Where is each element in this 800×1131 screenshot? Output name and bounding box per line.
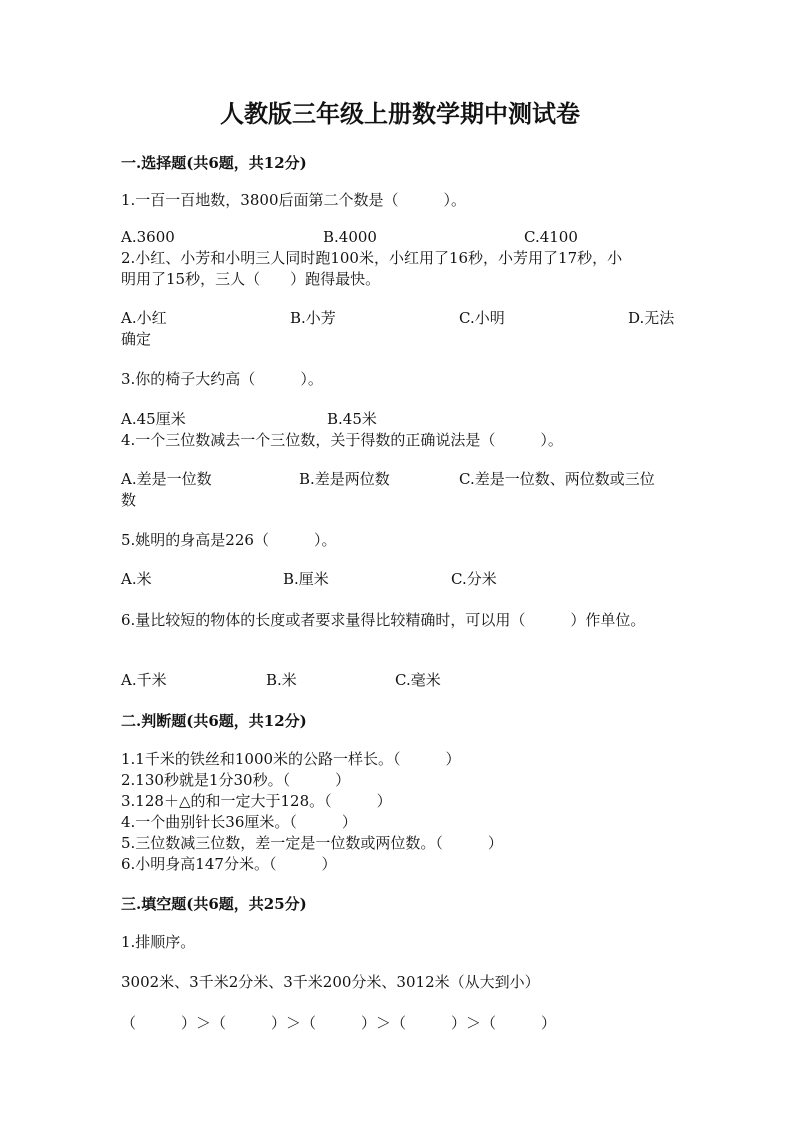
fill-question-1-answer-line: （ ）＞（ ）＞（ ）＞（ ）＞（ ）	[121, 1014, 557, 1032]
judgement-item-1: 1.1千米的铁丝和1000米的公路一样长。（ ）	[121, 750, 461, 768]
page-title: 人教版三年级上册数学期中测试卷	[220, 99, 580, 128]
question-2-stem-line1: 2.小红、小芳和小明三人同时跑100米，小红用了16秒，小芳用了17秒，小	[121, 249, 623, 267]
judgement-item-6: 6.小明身高147分米。（ ）	[121, 855, 337, 873]
question-2-option-a: A.小红	[121, 309, 167, 327]
question-5-option-c: C.分米	[451, 570, 497, 588]
section-heading-fill-blank: 三.填空题(共6题，共25分)	[121, 895, 307, 913]
question-2-option-b: B.小芳	[290, 309, 336, 327]
question-1-option-a: A.3600	[121, 228, 175, 246]
judgement-item-5: 5.三位数减三位数，差一定是一位数或两位数。（ ）	[121, 834, 503, 852]
question-1-option-c: C.4100	[524, 228, 578, 246]
section-heading-judgement: 二.判断题(共6题，共12分)	[121, 712, 307, 730]
question-1-stem: 1.一百一百地数，3800后面第二个数是（ ）。	[121, 191, 466, 209]
question-2-stem-line2: 明用了15秒，三人（ ）跑得最快。	[121, 270, 381, 288]
question-3-option-a: A.45厘米	[121, 410, 186, 428]
judgement-item-4: 4.一个曲别针长36厘米。（ ）	[121, 813, 357, 831]
question-3-stem: 3.你的椅子大约高（ ）。	[121, 370, 323, 388]
question-4-option-c-line1: C.差是一位数、两位数或三位	[459, 470, 655, 488]
question-4-option-b: B.差是两位数	[299, 470, 390, 488]
question-5-stem: 5.姚明的身高是226（ ）。	[121, 531, 337, 549]
question-2-option-d-line2: 确定	[121, 330, 152, 348]
question-6-option-a: A.千米	[121, 671, 167, 689]
judgement-item-3: 3.128＋△的和一定大于128。（ ）	[121, 792, 392, 810]
question-2-option-c: C.小明	[459, 309, 505, 327]
question-6-option-c: C.毫米	[395, 671, 441, 689]
question-2-option-d-line1: D.无法	[628, 309, 675, 327]
question-3-option-b: B.45米	[327, 410, 377, 428]
judgement-item-2: 2.130秒就是1分30秒。（ ）	[121, 771, 351, 789]
question-5-option-a: A.米	[121, 570, 152, 588]
question-4-option-c-line2: 数	[121, 491, 137, 509]
fill-question-1-line1: 3002米、3千米2分米、3千米200分米、3012米（从大到小）	[121, 973, 540, 991]
question-4-stem: 4.一个三位数减去一个三位数，关于得数的正确说法是（ ）。	[121, 431, 563, 449]
fill-question-1-stem: 1.排顺序。	[121, 933, 196, 951]
question-6-stem: 6.量比较短的物体的长度或者要求量得比较精确时，可以用（ ）作单位。	[121, 611, 646, 629]
question-1-option-b: B.4000	[323, 228, 377, 246]
section-heading-choice: 一.选择题(共6题，共12分)	[121, 154, 307, 172]
question-5-option-b: B.厘米	[283, 570, 329, 588]
question-4-option-a: A.差是一位数	[121, 470, 212, 488]
question-6-option-b: B.米	[266, 671, 297, 689]
